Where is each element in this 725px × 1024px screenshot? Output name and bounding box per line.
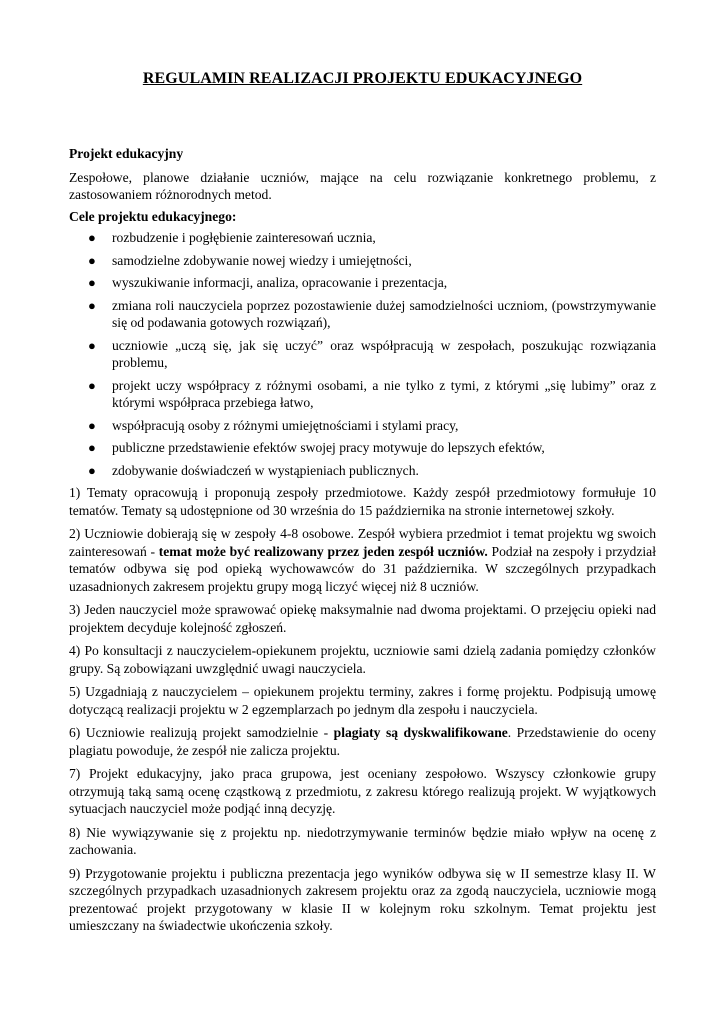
rule-7: 7) Projekt edukacyjny, jako praca grupowa, jest oceniany zespołowo. Wszyscy członkowie grupy otrzymują taką samą ocenę cząstkową z przedmiotu, z zakresu którego realizują projekt. W wyjątkowych sytuacjach nauczyciel może podjąć inną decyzję. — [69, 766, 656, 816]
list-item: ● zdobywanie doświadczeń w wystąpieniach publicznych. — [88, 462, 419, 478]
section-text-projekt: Zespołowe, planowe działanie uczniów, mające na celu rozwiązanie konkretnego problemu, z zastosowaniem różnorodnych metod. — [69, 169, 656, 202]
goals-list — [69, 229, 656, 479]
rule-5: 5) Uzgadniają z nauczycielem – opiekunem projektu terminy, zakres i formę projektu. Podpisują umowę dotyczącą realizacji projektu w 2 egzemplarzach po jednym dla zespołu i nauczyciela. — [69, 684, 656, 717]
rule-2-emphasis: temat może być realizowany przez jeden zespół uczniów. — [158, 543, 488, 559]
section-heading-projekt: Projekt edukacyjny — [69, 146, 184, 161]
document-body — [69, 145, 656, 941]
document-title: REGULAMIN REALIZACJI PROJEKTU EDUKACYJNEGO — [142, 70, 583, 87]
list-item: ● współpracują osoby z różnymi umiejętnościami i stylami pracy, — [88, 417, 459, 433]
list-item: ● uczniowie „uczą się, jak się uczyć” oraz współpracują w zespołach, poszukując rozwiązania problemu, — [88, 337, 656, 370]
rule-3: 3) Jeden nauczyciel może sprawować opiekę maksymalnie nad dwoma projektami. O przejęciu opieki nad projektem decyduje kolejność zgłoszeń. — [69, 602, 656, 635]
bullet-icon: ● — [88, 275, 96, 290]
list-item: ● publiczne przedstawienie efektów swojej pracy motywuje do lepszych efektów, — [88, 440, 545, 455]
rule-4: 4) Po konsultacji z nauczycielem-opiekunem projektu, uczniowie sami dzielą zadania pomiędzy członków grupy. Są zobowiązani uwzględnić uwagi nauczyciela. — [69, 643, 656, 676]
bullet-icon: ● — [88, 462, 96, 478]
rule-8: 8) Nie wywiązywanie się z projektu np. niedotrzymywanie terminów będzie miało wpływ na ocenę z zachowania. — [69, 824, 656, 857]
bullet-icon: ● — [88, 230, 96, 245]
list-item: ● rozbudzenie i pogłębienie zainteresowań ucznia, — [88, 230, 376, 245]
bullet-icon: ● — [88, 440, 96, 455]
bullet-icon: ● — [88, 377, 96, 393]
rule-9: 9) Przygotowanie projektu i publiczna prezentacja jego wyników odbywa się w II semestrze klasy II. W szczególnych przypadkach uzasadnionych zakresem projektu oraz za zgodą nauczyciela, uczniowie mogą prezentować projekt przygotowany w klasie II w kolejnym roku szkolnym. Temat projektu jest umieszczany na świadectwie ukończenia szkoły. — [69, 865, 656, 933]
rule-6-emphasis: plagiaty są dyskwalifikowane — [333, 725, 508, 740]
section-heading-cele: Cele projektu edukacyjnego: — [69, 208, 237, 224]
bullet-icon: ● — [88, 297, 96, 313]
rule-2: 2) Uczniowie dobierają się w zespoły 4-8 osobowe. Zespół wybiera przedmiot i temat projektu wg swoich zainteresowań - temat może być realizowany przez jeden zespół uczniów. Podział na zespoły i przydział tematów odbywa się pod opieką wychowawców do 31 października. W szczególnych przypadkach uzasadnionych zakresem projektu grupy mogą liczyć więcej niż 8 uczniów. — [69, 526, 656, 594]
list-item: ● zmiana roli nauczyciela poprzez pozostawienie dużej samodzielności uczniom, (powstrzymywanie się od podawania gotowych rozwiązań), — [88, 297, 656, 330]
bullet-icon: ● — [88, 252, 96, 268]
bullet-icon: ● — [88, 337, 96, 353]
list-item: ● samodzielne zdobywanie nowej wiedzy i umiejętności, — [88, 252, 412, 268]
list-item: ● projekt uczy współpracy z różnymi osobami, a nie tylko z tymi, z którymi „się lubimy” oraz z którymi współpraca przebiega łatwo, — [88, 377, 656, 410]
list-item: ● wyszukiwanie informacji, analiza, opracowanie i prezentacja, — [88, 275, 448, 290]
rule-1: 1) Tematy opracowują i proponują zespoły przedmiotowe. Każdy zespół przedmiotowy formułuje 10 tematów. Tematy są udostępnione od 30 września do 15 października na stronie internetowej szkoły. — [69, 485, 656, 518]
rule-6: 6) Uczniowie realizują projekt samodzielnie - plagiaty są dyskwalifikowane. Przedstawienie do oceny plagiatu powoduje, że zespół nie zalicza projektu. — [69, 725, 656, 758]
bullet-icon: ● — [88, 417, 96, 433]
